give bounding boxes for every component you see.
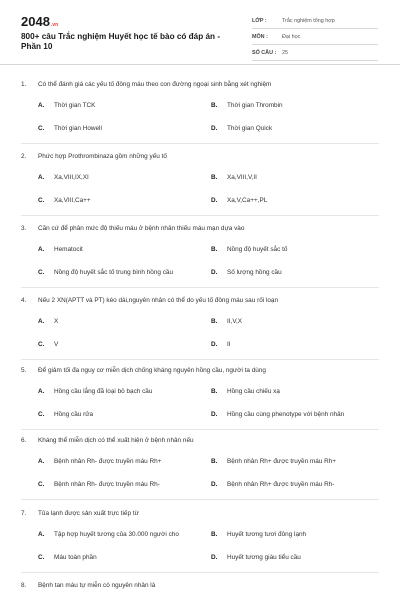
question-separator: [21, 499, 379, 500]
answer-option-a[interactable]: [38, 318, 58, 325]
option-letter: B.: [211, 388, 218, 395]
option-text: Hồng cầu chiếu xạ: [227, 388, 280, 395]
option-text: Nồng độ huyết sắc tố trung bình hồng cầu: [54, 269, 174, 276]
option-text: Thời gian TCK: [54, 102, 96, 109]
question-text: [21, 510, 139, 517]
answer-option-c[interactable]: [38, 341, 58, 348]
question-number: 5.: [21, 367, 27, 374]
option-letter: C.: [38, 411, 45, 418]
option-letter: D.: [211, 269, 218, 276]
meta-value: Đại học: [282, 34, 301, 40]
option-letter: D.: [211, 481, 218, 488]
question-number: 1.: [21, 81, 27, 88]
option-letter: C.: [38, 125, 45, 132]
option-letter: B.: [211, 174, 218, 181]
answer-option-b[interactable]: [211, 531, 306, 538]
option-text: Bệnh nhân Rh- được truyền máu Rh+: [54, 458, 162, 465]
question-number: 6.: [21, 437, 27, 444]
meta-label: MÔN :: [252, 34, 268, 40]
meta-value: Trắc nghiệm tổng hợp: [282, 18, 335, 24]
document-title: 800+ câu Trắc nghiệm Huyết học tế bào có đáp án - Phần 10: [21, 32, 221, 51]
question-number: 2.: [21, 153, 27, 160]
option-text: Hồng cầu cùng phenotype với bệnh nhân: [227, 411, 345, 418]
option-text: Máu toàn phần: [54, 554, 97, 561]
option-letter: D.: [211, 554, 218, 561]
option-text: Xa,VIII,V,II: [227, 174, 257, 181]
question-separator: [21, 143, 379, 144]
answer-option-d[interactable]: [211, 554, 301, 561]
answer-option-b[interactable]: [211, 102, 283, 109]
option-text: II: [227, 341, 231, 348]
option-letter: B.: [211, 318, 218, 325]
question-text: [21, 582, 155, 589]
question-separator: [21, 429, 379, 430]
answer-option-d[interactable]: [211, 125, 272, 132]
option-letter: C.: [38, 554, 45, 561]
question-separator: [21, 572, 379, 573]
answer-option-c[interactable]: [38, 269, 173, 276]
option-text: Xa,VIII,IX,XI: [54, 174, 89, 181]
question-stem: Để giảm tối đa nguy cơ miễn dịch chống kháng nguyên hồng cầu, người ta dùng: [38, 367, 266, 374]
option-text: Tập hợp huyết tương của 30.000 người cho: [54, 531, 179, 538]
answer-option-d[interactable]: [211, 411, 344, 418]
question-text: [21, 437, 194, 444]
option-text: Thời gian Howell: [54, 125, 102, 132]
option-letter: B.: [211, 458, 218, 465]
option-letter: D.: [211, 341, 218, 348]
answer-option-a[interactable]: [38, 388, 152, 395]
option-letter: A.: [38, 388, 45, 395]
option-text: Huyết tương tươi đông lạnh: [227, 531, 307, 538]
question-text: [21, 367, 266, 374]
meta-row-count: [252, 46, 378, 61]
meta-value: 25: [282, 50, 288, 56]
question-stem: Có thể đánh giá các yếu tố đông máu theo con đường ngoại sinh bằng xét nghiệm: [38, 81, 272, 88]
option-text: Thời gian Quick: [227, 125, 273, 132]
question-separator: [21, 287, 379, 288]
option-text: Bệnh nhân Rh- được truyền máu Rh-: [54, 481, 160, 488]
option-letter: A.: [38, 102, 45, 109]
meta-label: SỐ CÂU :: [252, 50, 277, 56]
option-letter: A.: [38, 458, 45, 465]
question-text: [21, 153, 167, 160]
answer-option-c[interactable]: [38, 197, 91, 204]
option-letter: C.: [38, 197, 45, 204]
option-text: Xa,VIII,Ca++: [54, 197, 91, 204]
answer-option-b[interactable]: [211, 246, 287, 253]
option-text: Thời gian Thrombin: [227, 102, 283, 109]
option-text: Bệnh nhân Rh+ được truyền máu Rh+: [227, 458, 337, 465]
site-logo[interactable]: [21, 14, 58, 29]
answer-option-a[interactable]: [38, 246, 83, 253]
option-text: Hồng cầu lắng đã loại bỏ bạch cầu: [54, 388, 153, 395]
option-letter: A.: [38, 174, 45, 181]
answer-option-c[interactable]: [38, 554, 97, 561]
option-text: Bệnh nhân Rh+ được truyền máu Rh-: [227, 481, 335, 488]
option-letter: D.: [211, 125, 218, 132]
question-number: 4.: [21, 297, 27, 304]
answer-option-b[interactable]: [211, 318, 242, 325]
question-text: [21, 297, 278, 304]
question-stem: Nếu 2 XN(APTT và PT) kéo dài,nguyên nhân có thể do yếu tố đông máu sau rối loạn: [38, 297, 279, 304]
question-separator: [21, 215, 379, 216]
option-text: V: [54, 341, 59, 348]
answer-option-b[interactable]: [211, 388, 280, 395]
question-number: 7.: [21, 510, 27, 517]
question-text: [21, 225, 244, 232]
logo-suffix: .vn: [50, 22, 59, 28]
option-text: X: [54, 318, 59, 325]
option-text: Hồng cầu rửa: [54, 411, 94, 418]
meta-row-class: [252, 14, 378, 29]
option-letter: A.: [38, 318, 45, 325]
answer-option-d[interactable]: [211, 269, 282, 276]
question-number: 8.: [21, 582, 27, 589]
answer-option-a[interactable]: [38, 531, 179, 538]
question-stem: Phức hợp Prothrombinaza gồm những yếu tố: [38, 153, 167, 160]
meta-label: LỚP :: [252, 18, 267, 24]
answer-option-c[interactable]: [38, 411, 93, 418]
answer-option-c[interactable]: [38, 125, 102, 132]
option-letter: B.: [211, 102, 218, 109]
question-stem: Tủa lạnh được sản xuất trực tiếp từ: [38, 510, 139, 517]
question-text: [21, 81, 271, 88]
option-text: II,V,X: [227, 318, 243, 325]
question-separator: [21, 359, 379, 360]
answer-option-b[interactable]: [211, 174, 257, 181]
question-number: 3.: [21, 225, 27, 232]
document-header: [0, 0, 400, 64]
option-letter: A.: [38, 531, 45, 538]
logo-text: 2048: [21, 14, 50, 29]
option-text: Huyết tương giàu tiểu cầu: [227, 554, 301, 561]
answer-option-d[interactable]: [211, 341, 231, 348]
option-letter: C.: [38, 269, 45, 276]
option-letter: C.: [38, 341, 45, 348]
meta-row-subject: [252, 30, 378, 45]
meta-panel: [252, 14, 378, 62]
option-letter: B.: [211, 531, 218, 538]
option-text: Xa,V,Ca++,PL: [227, 197, 268, 204]
option-letter: B.: [211, 246, 218, 253]
answer-option-d[interactable]: [211, 197, 267, 204]
header-divider: [0, 64, 400, 65]
question-stem: Kháng thể miễn dịch có thể xuất hiện ở bệnh nhân nếu: [38, 437, 194, 444]
answer-option-c[interactable]: [38, 481, 160, 488]
answer-option-b[interactable]: [211, 458, 336, 465]
option-letter: A.: [38, 246, 45, 253]
answer-option-d[interactable]: [211, 481, 334, 488]
question-stem: Căn cứ để phân mức độ thiếu máu ở bệnh nhân thiếu máu mạn dựa vào: [38, 225, 245, 232]
answer-option-a[interactable]: [38, 458, 161, 465]
answer-option-a[interactable]: [38, 174, 89, 181]
option-letter: D.: [211, 411, 218, 418]
option-letter: C.: [38, 481, 45, 488]
option-text: Nồng độ huyết sắc tố: [227, 246, 288, 253]
option-text: Hematocit: [54, 246, 83, 253]
answer-option-a[interactable]: [38, 102, 95, 109]
option-letter: D.: [211, 197, 218, 204]
question-stem: Bệnh tan máu tự miễn có nguyên nhân là: [38, 582, 156, 589]
option-text: Số lượng hồng cầu: [227, 269, 282, 276]
